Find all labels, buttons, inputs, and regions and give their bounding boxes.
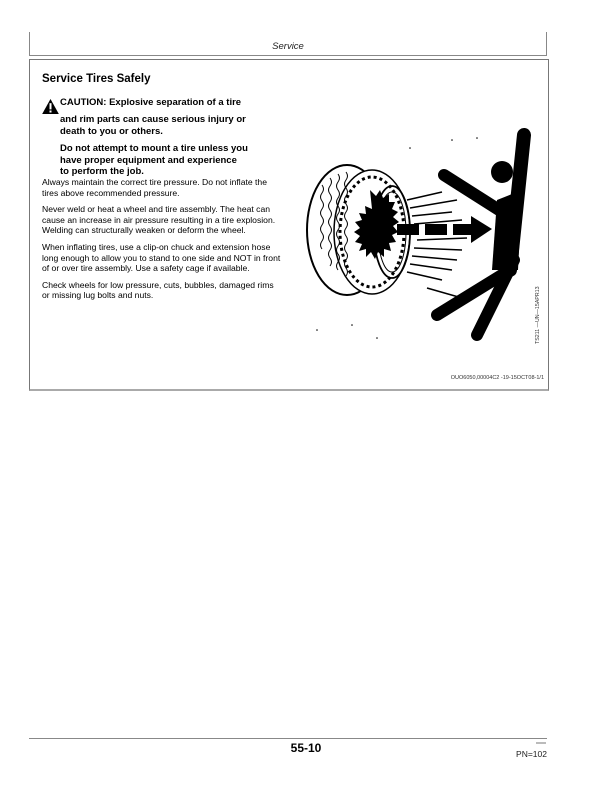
warning-triangle-icon bbox=[42, 99, 59, 114]
content-panel bbox=[29, 59, 549, 391]
caution-line-3: death to you or others. bbox=[60, 125, 163, 137]
caution-line-1: CAUTION: Explosive separation of a tire bbox=[60, 97, 242, 108]
page-header bbox=[29, 32, 547, 56]
caution-para2-line-1: Do not attempt to mount a tire unless you bbox=[60, 143, 248, 154]
reference-code: OUO6050,00004C2 -19-15OCT08-1/1 bbox=[450, 375, 544, 381]
footer-divider bbox=[29, 738, 547, 739]
caution-para2-line-2: have proper equipment and experience bbox=[60, 154, 237, 166]
caution-line-2: and rim parts can cause serious injury or bbox=[60, 114, 246, 125]
caution-block bbox=[42, 97, 282, 178]
page-number: 55-10 bbox=[290, 741, 322, 755]
figure-label: TS211 —UN—15APR13 bbox=[535, 286, 541, 344]
footer-small-mark bbox=[536, 742, 546, 744]
paragraph-check-wheels: Check wheels for low pressure, cuts, bubbles, damaged rims or missing lug bolts and nuts. bbox=[42, 279, 274, 301]
paragraph-tire-pressure: Always maintain the correct tire pressure. Do not inflate the tires above recommended pressure. bbox=[42, 177, 267, 198]
pn-label: PN=102 bbox=[516, 749, 547, 759]
section-title: Service Tires Safely bbox=[42, 73, 151, 85]
section-header-title: Service bbox=[272, 41, 304, 52]
paragraph-inflating: When inflating tires, use a clip-on chuck and extension hose long enough to allow you to stand to one side and NOT in front of or over tire assembly. Use a safety cage if available. bbox=[42, 241, 281, 274]
caution-para2-line-3: to perform the job. bbox=[60, 166, 144, 177]
tire-explosion-illustration bbox=[292, 120, 532, 350]
body-text bbox=[42, 177, 282, 307]
paragraph-welding: Never weld or heat a wheel and tire assembly. The heat can cause an increase in air pressure resulting in a tire explosion. Welding can structurally weaken or deform the wheel. bbox=[42, 204, 276, 236]
